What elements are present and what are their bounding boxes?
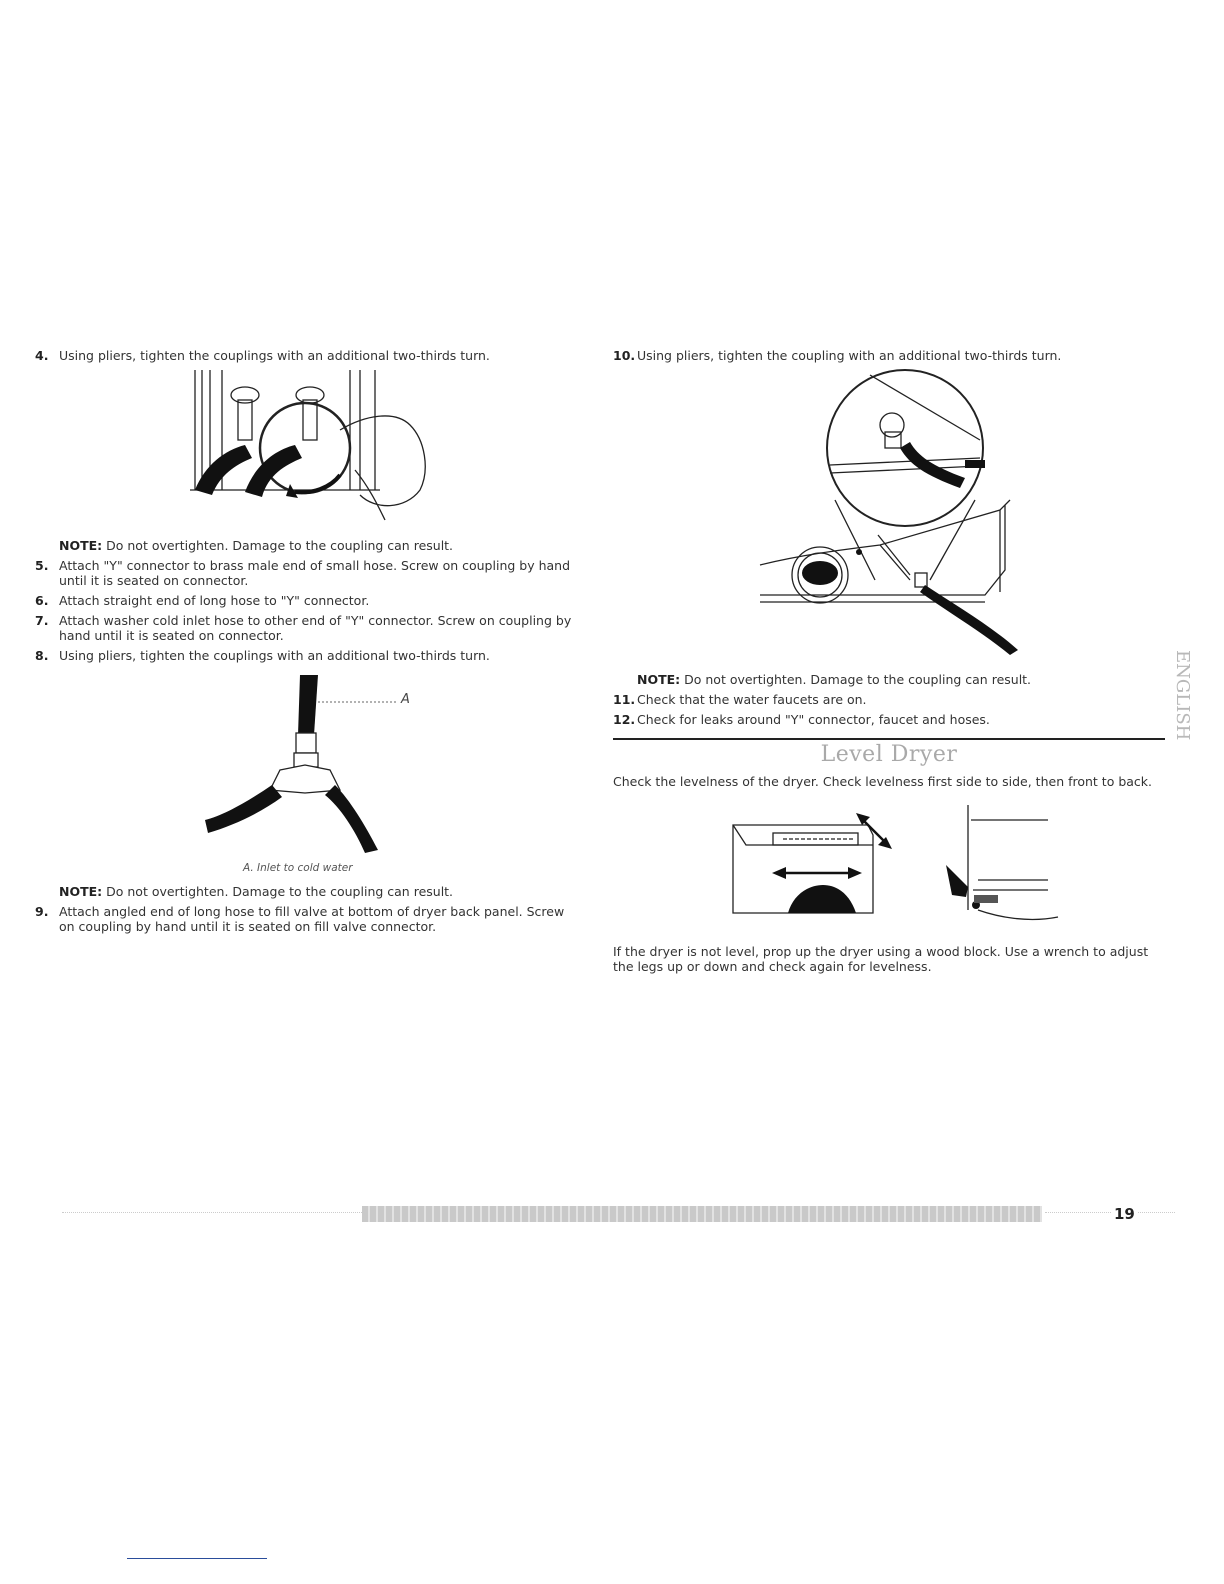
bottom-rule <box>127 1558 267 1559</box>
step-number: 5. <box>35 558 49 573</box>
step-text: Using pliers, tighten the couplings with an additional two-thirds turn. <box>59 348 490 363</box>
step-10 <box>613 348 1165 363</box>
step-4 <box>35 348 590 363</box>
note-3 <box>613 672 1165 687</box>
note-2 <box>35 884 565 899</box>
note-text: Do not overtighten. Damage to the coupling can result. <box>680 672 1032 687</box>
section-divider <box>613 738 1165 740</box>
page-number: 19 <box>1111 1205 1138 1223</box>
step-number: 11. <box>613 692 636 707</box>
step-5 <box>35 558 590 588</box>
note-1 <box>35 538 590 553</box>
faucet-pliers-illustration <box>190 370 440 530</box>
note-label: NOTE: <box>59 884 103 899</box>
step-11 <box>613 692 1165 707</box>
figure-label-a: A <box>401 692 410 707</box>
footer-dotted-rule-left <box>62 1212 362 1213</box>
step-number: 4. <box>35 348 49 363</box>
dryer-fill-valve-illustration <box>760 370 1025 650</box>
step-text: Attach washer cold inlet hose to other end of "Y" connector. Screw on coupling by hand until it is seated on connector. <box>59 613 572 643</box>
step-text: Using pliers, tighten the coupling with an additional two-thirds turn. <box>637 348 1062 363</box>
step-number: 9. <box>35 904 49 919</box>
language-side-tab <box>1169 650 1195 745</box>
figure-caption: A. Inlet to cold water <box>243 862 353 874</box>
left-column <box>35 348 590 363</box>
step-number: 6. <box>35 593 49 608</box>
step-number: 7. <box>35 613 49 628</box>
step-text: Attach straight end of long hose to "Y" connector. <box>59 593 370 608</box>
note-text: Do not overtighten. Damage to the coupling can result. <box>102 884 454 899</box>
step-7 <box>35 613 590 643</box>
left-column-mid <box>35 538 590 663</box>
footer-bar <box>362 1206 1042 1222</box>
step-text: Using pliers, tighten the couplings with an additional two-thirds turn. <box>59 648 490 663</box>
left-column-bottom <box>35 884 565 934</box>
level-intro: Check the levelness of the dryer. Check levelness first side to side, then front to back. <box>613 774 1153 789</box>
step-8 <box>35 648 590 663</box>
step-number: 10. <box>613 348 636 363</box>
step-text: Check that the water faucets are on. <box>637 692 867 707</box>
step-number: 12. <box>613 712 636 727</box>
step-number: 8. <box>35 648 49 663</box>
note-label: NOTE: <box>59 538 103 553</box>
note-label: NOTE: <box>637 672 681 687</box>
level-instructions: If the dryer is not level, prop up the dryer using a wood block. Use a wrench to adjust the legs up or down and check again for levelness. <box>613 944 1149 974</box>
y-connector-illustration <box>200 675 400 855</box>
step-text: Check for leaks around "Y" connector, faucet and hoses. <box>637 712 990 727</box>
side-tab-label: ENGLISH <box>1172 650 1193 741</box>
step-text: Attach angled end of long hose to fill valve at bottom of dryer back panel. Screw on coupling by hand until it is seated on fill valve connector. <box>59 904 565 934</box>
step-12 <box>613 712 1165 727</box>
step-9 <box>35 904 565 934</box>
level-dryer-illustration <box>728 805 1058 930</box>
note-text: Do not overtighten. Damage to the coupling can result. <box>102 538 454 553</box>
section-title: Level Dryer <box>820 742 958 767</box>
step-text: Attach "Y" connector to brass male end of small hose. Screw on coupling by hand until it is seated on connector. <box>59 558 571 588</box>
right-column-mid <box>613 672 1165 727</box>
right-column-top <box>613 348 1165 363</box>
step-6 <box>35 593 590 608</box>
footer-dotted-rule-right <box>1045 1212 1175 1213</box>
